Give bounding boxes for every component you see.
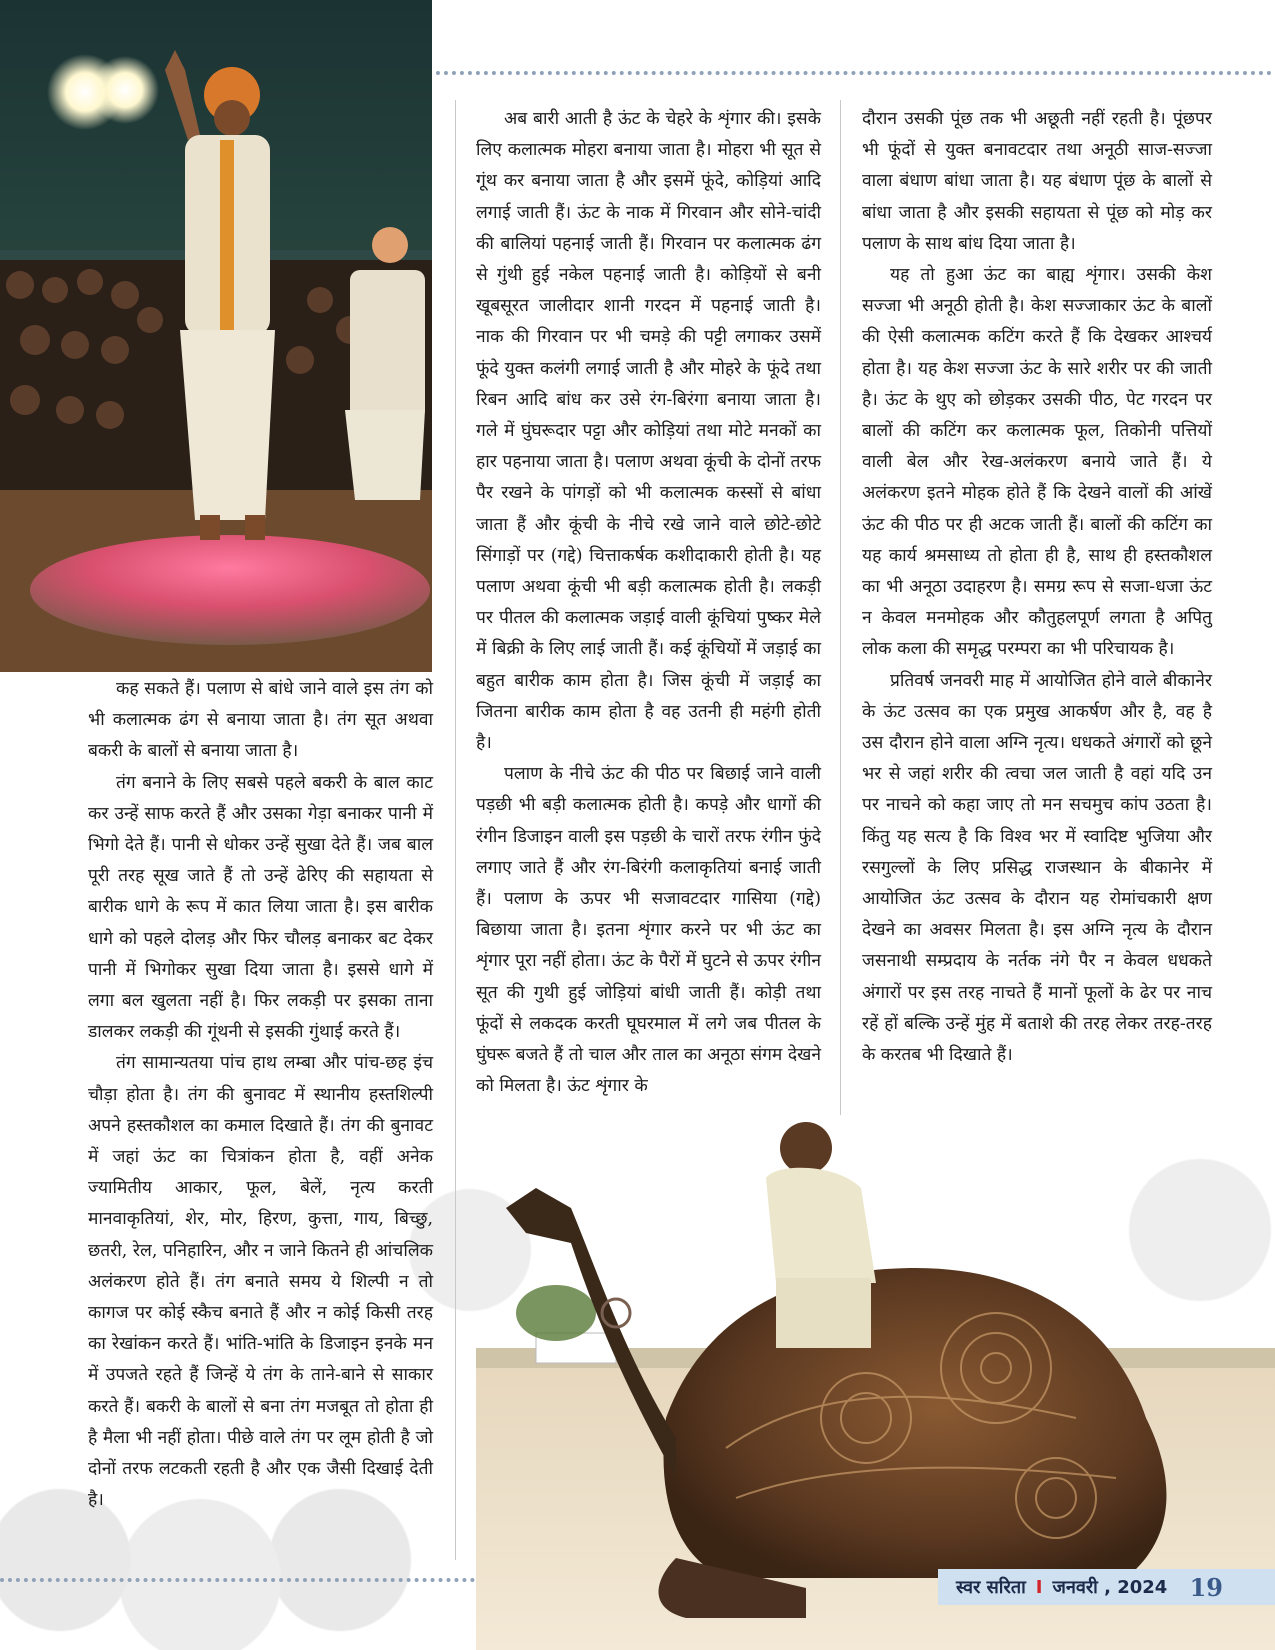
paragraph: तंग बनाने के लिए सबसे पहले बकरी के बाल काट कर उन्हें साफ करते हैं और उसका गेड़ा बनाकर पानी में भिगो देते हैं। पानी से धोकर उन्हें सुखा देते हैं। जब बाल पूरी तरह सूख जाते हैं तो उन्हें ढेरिए की सहायता से बारीक धागे के रूप में कात लिया जाता है। इस बारीक धागे को पहले दोलड़ और फिर चौलड़ बनाकर बट देकर पानी में भिगोकर सुखा दिया जाता है। इससे धागे में लगा बल खुलता नहीं है। फिर लकड़ी पर इसका ताना डालकर लकड़ी की गूंथनी से इसकी गुंथाई करते हैं। [88,772,433,1043]
top-dotted-rule [412,71,1272,75]
paragraph: अब बारी आती है ऊंट के चेहरे के शृंगार की। इसके लिए कलात्मक मोहरा बनाया जाता है। मोहरा भी सूत से गूंथ कर बनाया जाता है और इसमें फूंदे, कोड़ियां आदि लगाई जाती हैं। ऊंट के नाक में गिरवान और सोने-चांदी की बालियां पहनाई जाती हैं। गिरवान पर कलात्मक ढंग से गुंथी हुई नकेल पहनाई जाती है। कोड़ियों से बनी खूबसूरत जालीदार शानी गरदन में पहनाई जाती है। नाक की गिरवान पर भी चमड़े की पट्टी लगाकर उसमें फूंदे युक्त कलंगी लगाई जाती है और मोहरे के फूंदे तथा रिबन आदि बांध कर उसे रंग-बिरंगा बनाया जाता है। गले में घुंघरूदार पट्टा और कोड़ियां तथा मोटे मनकों का हार पहनाया जाता है। पलाण अथवा कूंची के दोनों तरफ पैर रखने के पांगड़ों को भी कलात्मक कस्सों से बांधा जाता हैं और कूंची के नीचे रखे जाने वाले छोटे-छोटे सिंगाड़ों पर (गद्दे) चित्ताकर्षक कशीदाकारी होती है। यह पलाण अथवा कूंची भी बड़ी कलात्मक होती है। लकड़ी पर पीतल की कलात्मक जड़ाई वाली कूंचियां पुष्कर मेले में बिक्री के लिए लाई जाती हैं। कई कूंचियों में जड़ाई का बहुत बारीक काम होता है। जिस कूंची में जड़ाई का जितना बारीक काम होता है वह उतनी ही महंगी होती है। [476,109,821,754]
paragraph: तंग सामान्यतया पांच हाथ लम्बा और पांच-छह इंच चौड़ा होता है। तंग की बुनावट में स्थानीय हस्तशिल्पी अपने हस्तकौशल का कमाल दिखाते हैं। तंग की बुनावट में जहां ऊंट का चित्रांकन होता है, वहीं अनेक ज्यामितीय आकार, फूल, बेलें, नृत्य करती मानवाकृतियां, शेर, मोर, हिरण, कुत्ता, गाय, बिच्छु, छतरी, रेल, पनिहारिन, और न जाने कितने ही आंचलिक अलंकरण होते हैं। तंग बनाते समय ये शिल्पी न तो कागज पर कोई स्कैच बनाते हैं और न कोई किसी तरह का रेखांकन करते हैं। भांति-भांति के डिजाइन इनके मन में उपजते रहते हैं जिन्हें ये तंग के ताने-बाने से साकार करते हैं। बकरी के बालों से बना तंग मजबूत तो होता ही है मैला भी नहीं होता। पीछे वाले तंग पर लूम होती है जो दोनों तरफ लटकती रहती है और एक जैसी दिखाई देती है। [88,1053,433,1511]
fire-dance-photo [0,0,432,672]
page-number: 19 [1189,1572,1223,1602]
page-footer [938,1569,1275,1605]
paragraph: दौरान उसकी पूंछ तक भी अछूती नहीं रहती है। पूंछपर भी फूंदों से युक्त बनावटदार तथा अनूठी साज-सज्जा वाला बंधाण बांधा जाता है। यह बंधाण पूंछ के बालों से बांधा जाता है और इसकी सहायता से पूंछ को मोड़ कर पलाण के साथ बांध दिया जाता है। [862,109,1212,254]
paragraph: कह सकते हैं। पलाण से बांधे जाने वाले इस तंग को भी कलात्मक ढंग से बनाया जाता है। तंग सूत अथवा बकरी के बालों से बनाया जाता है। [88,679,433,762]
article-column-3 [862,104,1212,1071]
column-divider-2 [840,100,841,1115]
footer-separator: I [1035,1576,1043,1598]
paragraph: प्रतिवर्ष जनवरी माह में आयोजित होने वाले बीकानेर के ऊंट उत्सव का एक प्रमुख आकर्षण और है, वह है उस दौरान होने वाला अग्नि नृत्य। धधकते अंगारों को छूने भर से जहां शरीर की त्वचा जल जाती है वहां यदि उन पर नाचने को कहा जाए तो मन सचमुच कांप उठता है। किंतु यह सत्य है कि विश्व भर में स्वादिष्ट भुजिया और रसगुल्लों के लिए प्रसिद्ध राजस्थान के बीकानेर में आयोजित ऊंट उत्सव के दौरान यह रोमांचकारी क्षण देखने का अवसर मिलता है। इस अग्नि नृत्य के दौरान जसनाथी सम्प्रदाय के नर्तक नंगे पैर न केवल धधकते अंगारों पर इस तरह नाचते हैं मानों फूलों के ढेर पर नाच रहें हों बल्कि उन्हें मुंह में बताशे की तरह लेकर तरह-तरह के करतब भी दिखाते हैं। [862,670,1212,1066]
article-column-1 [88,674,433,1516]
paragraph: पलाण के नीचे ऊंट की पीठ पर बिछाई जाने वाली पड़छी भी बड़ी कलात्मक होती है। कपड़े और धागों की रंगीन डिजाइन वाली इस पड़छी के चारों तरफ रंगीन फुंदे लगाए जाते हैं और रंग-बिरंगी कलाकृतियां बनाई जाती हैं। पलाण के ऊपर भी सजावटदार गासिया (गद्दे) बिछाया जाता है। इतना शृंगार करने पर भी ऊंट का शृंगार पूरा नहीं होता। ऊंट के पैरों में घुटने से ऊपर रंगीन सूत की गुथी हुई जोड़ियां बांधी जाती हैं। कोड़ी तथा फूंदों से लकदक करती घूघरमाल में लगे जब पीतल के घुंघरू बजते हैं तो चाल और ताल का अनूठा संगम देखने को मिलता है। ऊंट शृंगार के [476,764,821,1097]
column-divider-1 [455,100,456,1560]
bottom-dotted-rule [0,1578,475,1582]
magazine-name: स्वर सरिता [956,1577,1026,1598]
paragraph: यह तो हुआ ऊंट का बाह्य शृंगार। उसकी केश सज्जा भी अनूठी होती है। केश सज्जाकार ऊंट के बालों की ऐसी कलात्मक कटिंग करते हैं कि देखकर आश्चर्य होता है। यह केश सज्जा ऊंट के सारे शरीर पर की जाती है। ऊंट के थुए को छोड़कर उसकी पीठ, पेट गरदन पर बालों की कटिंग कर कलात्मक फूल, तिकोनी पत्तियों वाली बेल और रेख-अलंकरण बनाये जाते हैं। ये अलंकरण इतने मोहक होते हैं कि देखने वालों की आंखें ऊंट की पीठ पर ही अटक जाती हैं। बालों की कटिंग का यह कार्य श्रमसाध्य तो होता ही है, साथ ही हस्तकौशल का भी अनूठा उदाहरण है। समग्र रूप से सजा-धजा ऊंट न केवल मनमोहक और कौतुहलपूर्ण लगता है अपितु लोक कला की समृद्ध परम्परा का भी परिचायक है। [862,265,1212,660]
article-column-2 [476,104,821,1103]
issue-date: जनवरी , 2024 [1052,1577,1168,1598]
